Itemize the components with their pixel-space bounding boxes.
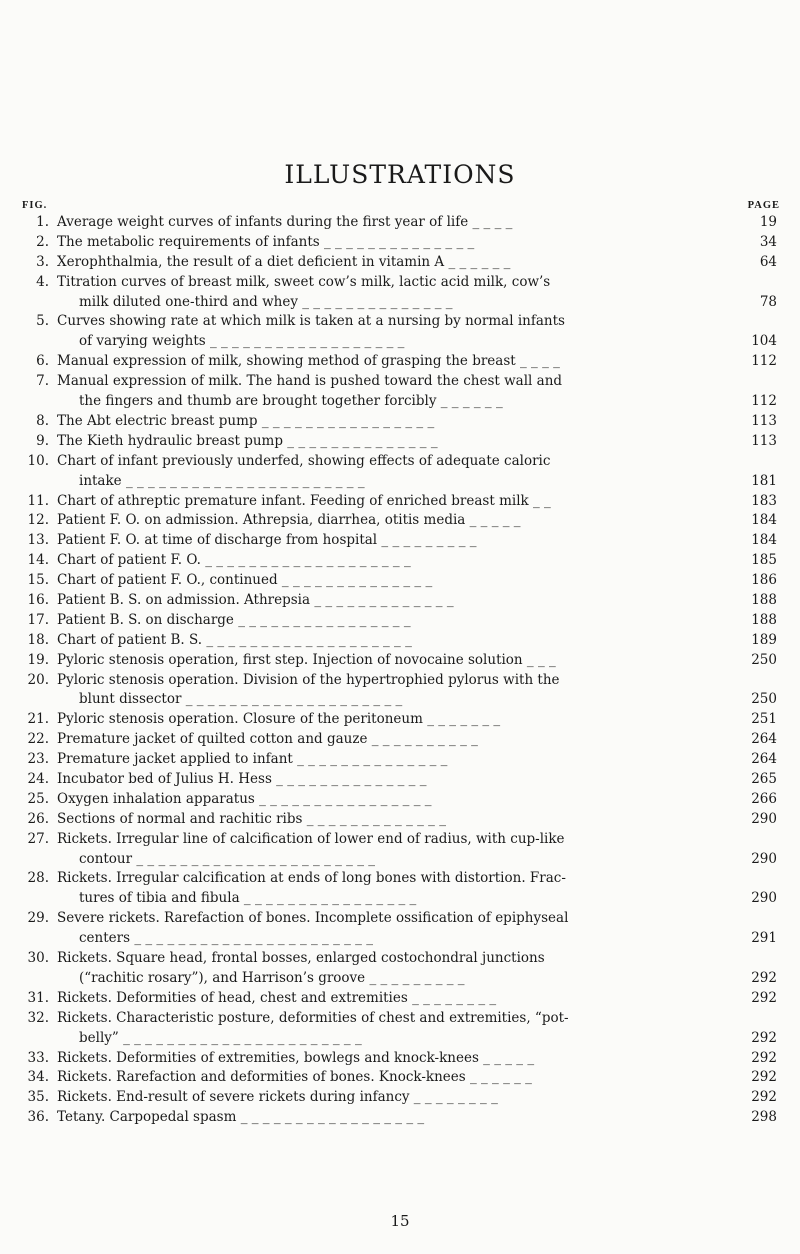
figure-caption: Xerophthalmia, the result of a diet deficient in vitamin A _ _ _ _ _ _ [57,253,511,270]
figure-number: 15. [27,572,49,589]
figure-caption: Patient F. O. at time of discharge from hospital _ _ _ _ _ _ _ _ _ [57,532,477,549]
figure-number: 6. [36,353,49,370]
figure-caption: Curves showing rate at which milk is taken at a nursing by normal infants [57,313,565,330]
list-item [0,790,800,810]
figure-number: 1. [36,214,49,230]
figure-number: 17. [27,611,49,628]
list-item [0,810,800,830]
figure-number: 11. [27,492,49,509]
list-item [0,1049,800,1069]
page-reference: 292 [751,1029,777,1046]
list-item [0,730,800,750]
page-reference: 34 [759,233,777,250]
figure-number: 27. [27,830,49,847]
figure-caption-continued: blunt dissector _ _ _ _ _ _ _ _ _ _ _ _ _ _ _ _ _ _ _ _ [79,691,403,708]
page-reference: 186 [751,572,777,589]
figure-number: 26. [27,810,49,827]
list-item [0,830,800,870]
list-item [0,571,800,591]
page-title: ILLUSTRATIONS [284,160,516,189]
figure-number: 14. [27,552,49,569]
list-item [0,273,800,313]
figure-number: 7. [36,373,49,390]
figure-caption-continued: the fingers and thumb are brought together forcibly _ _ _ _ _ _ [79,393,503,410]
list-item [0,869,800,909]
figure-number: 35. [27,1089,49,1106]
figure-number: 28. [27,870,49,887]
figure-caption: Rickets. Irregular calcification at ends of long bones with distortion. Frac- [57,870,566,887]
figure-caption-continued: centers _ _ _ _ _ _ _ _ _ _ _ _ _ _ _ _ _ _ _ _ _ _ [79,930,373,947]
page-reference: 113 [751,412,777,429]
page-reference: 298 [751,1109,777,1126]
figure-caption: Premature jacket applied to infant _ _ _ _ _ _ _ _ _ _ _ _ _ _ [57,751,448,768]
figure-caption-continued: contour _ _ _ _ _ _ _ _ _ _ _ _ _ _ _ _ _ _ _ _ _ _ [79,850,375,867]
list-item [0,989,800,1009]
page-reference: 264 [751,751,777,768]
figure-caption: Chart of athreptic premature infant. Feeding of enriched breast milk _ _ [57,492,551,509]
page-reference: 250 [751,691,777,708]
figure-caption: Pyloric stenosis operation. Division of the hypertrophied pylorus with the [57,671,560,688]
list-item [0,671,800,711]
page-reference: 188 [751,591,777,608]
figure-caption: Rickets. Square head, frontal bosses, enlarged costochondral junctions [57,950,545,967]
list-item [0,1068,800,1088]
page-reference: 188 [751,611,777,628]
figure-caption: Tetany. Carpopedal spasm _ _ _ _ _ _ _ _ _ _ _ _ _ _ _ _ _ [57,1109,425,1126]
figure-caption: Sections of normal and rachitic ribs _ _ _ _ _ _ _ _ _ _ _ _ _ [57,810,446,827]
list-item [0,591,800,611]
page-reference: 78 [759,293,777,310]
figure-caption: Patient B. S. on discharge _ _ _ _ _ _ _ _ _ _ _ _ _ _ _ _ [57,611,411,628]
page-reference: 184 [751,512,777,529]
page-reference: 292 [751,1049,777,1066]
figure-caption: Rickets. Deformities of extremities, bowlegs and knock-knees _ _ _ _ _ [57,1049,535,1066]
page-reference: 290 [751,810,777,827]
figure-caption: Oxygen inhalation apparatus _ _ _ _ _ _ _ _ _ _ _ _ _ _ _ _ [57,790,432,807]
figure-caption: Chart of patient F. O., continued _ _ _ _ _ _ _ _ _ _ _ _ _ _ [57,572,433,589]
page-reference: 184 [751,532,777,549]
page-reference: 183 [751,492,777,509]
figure-caption: Manual expression of milk. The hand is pushed toward the chest wall and [57,373,563,390]
list-item [0,651,800,671]
list-item [0,511,800,531]
figure-caption-continued: intake _ _ _ _ _ _ _ _ _ _ _ _ _ _ _ _ _ _ _ _ _ _ [79,472,365,489]
illustrations-list [0,213,800,1128]
list-item [0,233,800,253]
page-reference: 104 [751,333,777,350]
page-reference: 292 [751,1069,777,1086]
list-item [0,770,800,790]
figure-caption: Patient B. S. on admission. Athrepsia _ _ _ _ _ _ _ _ _ _ _ _ _ [57,591,454,608]
page-column-header: PAGE [747,200,780,211]
page-reference: 291 [751,930,777,947]
list-item [0,352,800,372]
figure-caption: Incubator bed of Julius H. Hess _ _ _ _ _ _ _ _ _ _ _ _ _ _ [57,771,427,788]
list-item [0,710,800,730]
figure-number: 34. [27,1069,49,1086]
list-item [0,551,800,571]
figure-caption: The Kieth hydraulic breast pump _ _ _ _ _ _ _ _ _ _ _ _ _ _ [57,432,438,449]
figure-caption: Rickets. Characteristic posture, deformities of chest and extremities, “pot- [57,1009,569,1026]
figure-caption: Chart of infant previously underfed, showing effects of adequate caloric [57,452,551,469]
figure-caption-continued: milk diluted one-third and whey _ _ _ _ _ _ _ _ _ _ _ _ _ _ [79,293,453,310]
figure-caption: Chart of patient F. O. _ _ _ _ _ _ _ _ _ _ _ _ _ _ _ _ _ _ _ [57,552,411,569]
page-reference: 264 [751,731,777,748]
list-item [0,412,800,432]
page-reference: 290 [751,890,777,907]
page-reference: 292 [751,989,777,1006]
figure-caption-continued: (“rachitic rosary”), and Harrison’s groove _ _ _ _ _ _ _ _ _ [79,969,465,986]
figure-number: 30. [27,950,49,967]
figure-number: 25. [27,790,49,807]
list-item [0,1009,800,1049]
figure-caption: The metabolic requirements of infants _ _ _ _ _ _ _ _ _ _ _ _ _ _ [57,233,475,250]
page-reference: 265 [751,771,777,788]
page-reference: 251 [751,711,777,728]
list-item [0,213,800,233]
figure-caption: Rickets. End-result of severe rickets during infancy _ _ _ _ _ _ _ _ [57,1089,498,1106]
figure-caption: Average weight curves of infants during the first year of life _ _ _ _ [57,214,513,230]
figure-caption-continued: tures of tibia and fibula _ _ _ _ _ _ _ _ _ _ _ _ _ _ _ _ [79,890,417,907]
list-item [0,312,800,352]
figure-number: 12. [27,512,49,529]
figure-number: 8. [36,412,49,429]
figure-caption: Patient F. O. on admission. Athrepsia, diarrhea, otitis media _ _ _ _ _ [57,512,521,529]
figure-number: 36. [27,1109,49,1126]
figure-number: 18. [27,631,49,648]
figure-number: 2. [36,233,49,250]
figure-caption: Titration curves of breast milk, sweet cow’s milk, lactic acid milk, cow’s [57,273,551,290]
list-item [0,909,800,949]
list-item [0,1088,800,1108]
figure-caption-continued: belly” _ _ _ _ _ _ _ _ _ _ _ _ _ _ _ _ _ _ _ _ _ _ [79,1029,362,1046]
figure-number: 23. [27,751,49,768]
figure-number: 22. [27,731,49,748]
list-item [0,631,800,651]
figure-number: 9. [36,432,49,449]
page-reference: 266 [751,790,777,807]
figure-caption: Manual expression of milk, showing method of grasping the breast _ _ _ _ [57,353,560,370]
page-reference: 181 [751,472,777,489]
list-item [0,432,800,452]
figure-number: 10. [27,452,49,469]
figure-caption: Rickets. Deformities of head, chest and extremities _ _ _ _ _ _ _ _ [57,989,497,1006]
list-item [0,611,800,631]
figure-number: 31. [27,989,49,1006]
figure-caption: Premature jacket of quilted cotton and gauze _ _ _ _ _ _ _ _ _ _ [57,731,478,748]
figure-caption: Chart of patient B. S. _ _ _ _ _ _ _ _ _ _ _ _ _ _ _ _ _ _ _ [57,631,412,648]
list-item [0,750,800,770]
list-item [0,492,800,512]
page-reference: 64 [759,253,777,270]
list-item [0,531,800,551]
figure-caption: Rickets. Irregular line of calcification of lower end of radius, with cup-like [57,830,565,847]
figure-number: 3. [36,253,49,270]
page-reference: 185 [751,552,777,569]
figure-number: 29. [27,910,49,927]
page-reference: 112 [751,393,777,410]
list-item [0,949,800,989]
figure-number: 21. [27,711,49,728]
page-reference: 113 [751,432,777,449]
page-reference: 112 [751,353,777,370]
page-reference: 250 [751,651,777,668]
figure-number: 4. [36,273,49,290]
page-reference: 189 [751,631,777,648]
page-number: 15 [390,1212,410,1230]
figure-number: 24. [27,771,49,788]
figure-number: 5. [36,313,49,330]
figure-caption: Pyloric stenosis operation. Closure of the peritoneum _ _ _ _ _ _ _ [57,711,501,728]
list-item [0,1108,800,1128]
figure-number: 13. [27,532,49,549]
figure-caption: The Abt electric breast pump _ _ _ _ _ _ _ _ _ _ _ _ _ _ _ _ [57,412,435,429]
page-reference: 292 [751,969,777,986]
page-reference: 290 [751,850,777,867]
figure-caption: Severe rickets. Rarefaction of bones. Incomplete ossification of epiphyseal [57,910,569,927]
list-item [0,253,800,273]
figure-number: 20. [27,671,49,688]
figure-number: 33. [27,1049,49,1066]
list-item [0,452,800,492]
figure-number: 32. [27,1009,49,1026]
figure-caption: Pyloric stenosis operation, first step. Injection of novocaine solution _ _ _ [57,651,556,668]
fig-column-header: FIG. [22,200,48,211]
figure-caption: Rickets. Rarefaction and deformities of bones. Knock-knees _ _ _ _ _ _ [57,1069,532,1086]
page-reference: 19 [759,214,777,230]
figure-caption-continued: of varying weights _ _ _ _ _ _ _ _ _ _ _ _ _ _ _ _ _ _ [79,333,405,350]
page-reference: 292 [751,1089,777,1106]
list-item [0,372,800,412]
figure-number: 19. [27,651,49,668]
figure-number: 16. [27,591,49,608]
